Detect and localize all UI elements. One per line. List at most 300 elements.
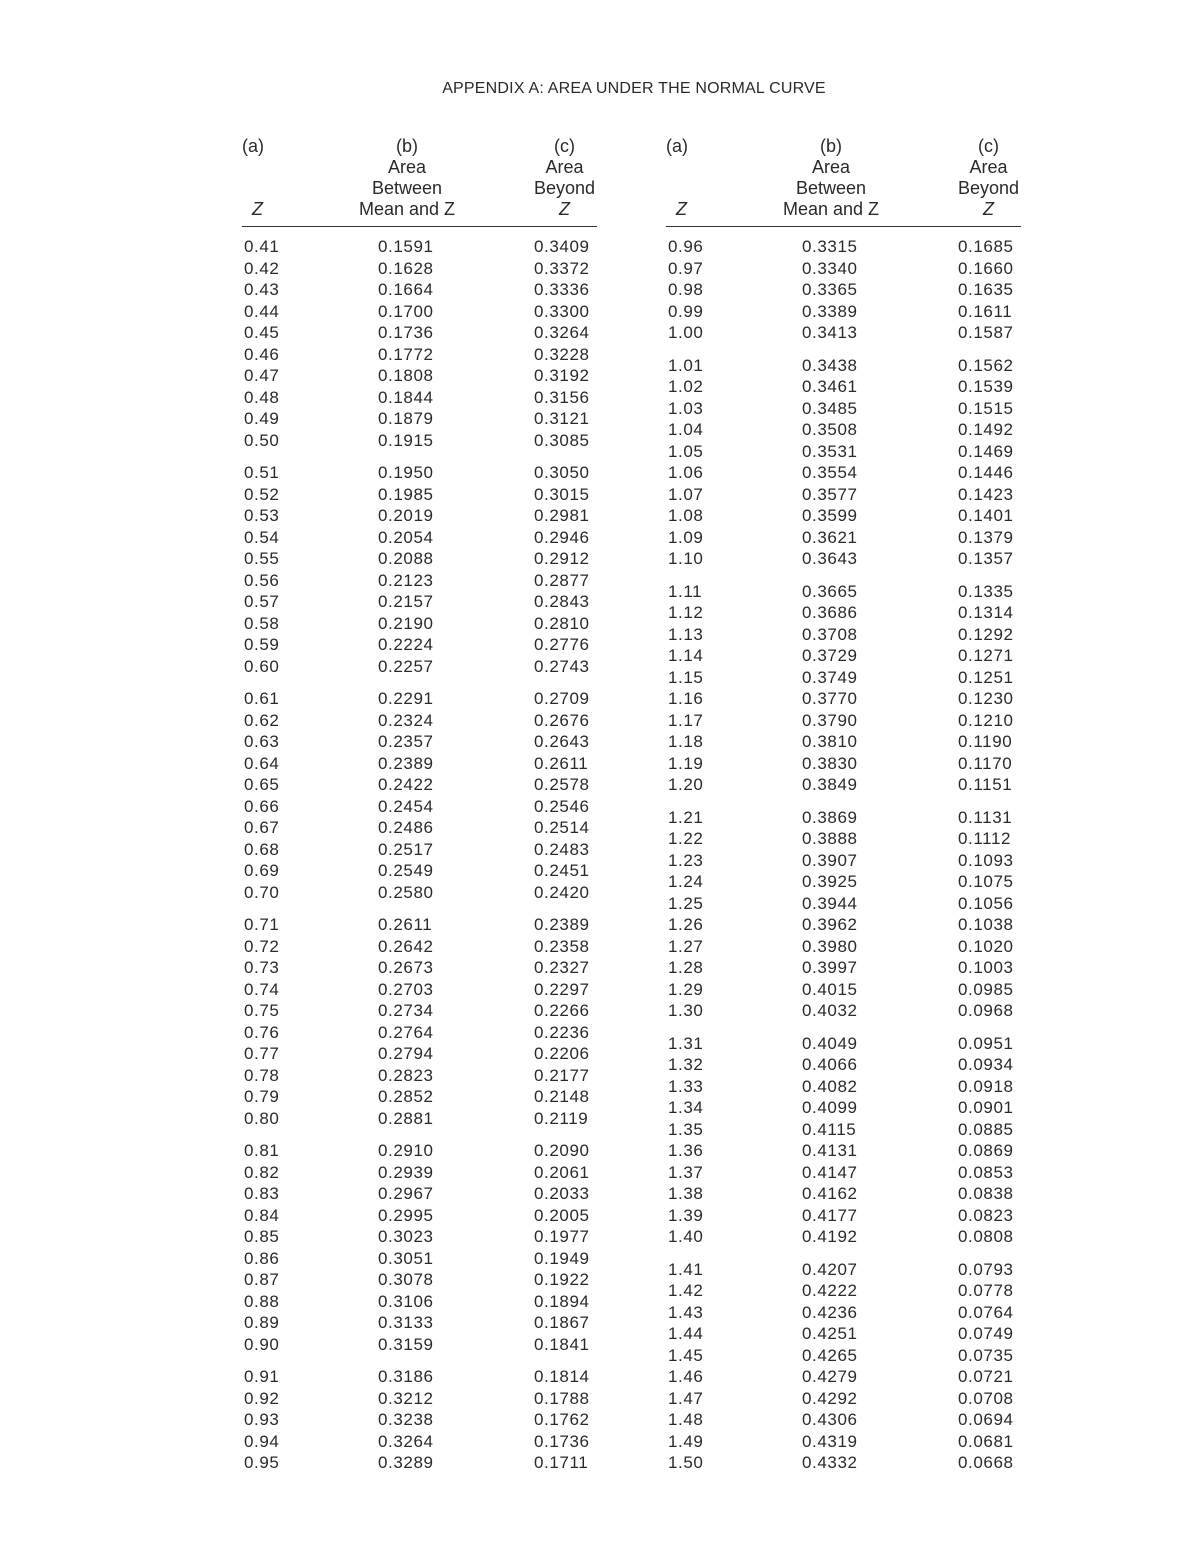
row-group: [242, 237, 597, 452]
area-beyond: 0.2119: [534, 1108, 589, 1128]
table-row: [666, 356, 1021, 378]
row-group: [242, 1367, 597, 1475]
area-between: 0.3485: [802, 398, 858, 418]
z-value: 1.06: [668, 463, 704, 482]
z-value: 0.83: [244, 1184, 280, 1203]
area-beyond: 0.3228: [534, 344, 590, 364]
area-between: 0.4207: [802, 1259, 858, 1279]
area-between: 0.3577: [802, 484, 858, 504]
z-value: 0.74: [244, 979, 280, 999]
table-row: [242, 1163, 597, 1185]
table-row: [666, 1163, 1021, 1185]
z-value: 1.25: [668, 893, 704, 913]
area-between: 0.3186: [378, 1367, 434, 1386]
table-row: [242, 485, 597, 507]
table-row: [242, 915, 597, 937]
table-row: [666, 582, 1021, 604]
row-group: [242, 689, 597, 904]
table-row: [666, 1260, 1021, 1282]
table-row: [242, 1367, 597, 1389]
header-label: (c): [978, 136, 999, 156]
table-row: [242, 840, 597, 862]
area-beyond: 0.1210: [958, 710, 1014, 730]
area-between: 0.1736: [378, 323, 434, 342]
z-value: 1.44: [668, 1324, 704, 1343]
table-row: [666, 399, 1021, 421]
area-between: 0.1772: [378, 344, 434, 364]
z-value: 1.50: [668, 1453, 704, 1472]
table-row: [242, 366, 597, 388]
area-beyond: 0.2546: [534, 796, 590, 816]
z-value: 0.80: [244, 1108, 280, 1128]
area-beyond: 0.2981: [534, 506, 590, 525]
table-row: [242, 732, 597, 754]
table-row: [242, 754, 597, 776]
area-between: 0.2794: [378, 1044, 434, 1063]
table-row: [242, 1335, 597, 1357]
table-row: [242, 431, 597, 453]
header-label: (a): [666, 136, 688, 156]
area-between: 0.1808: [378, 366, 434, 385]
area-beyond: 0.1446: [958, 463, 1014, 482]
z-value: 1.20: [668, 775, 704, 794]
table-row: [666, 1055, 1021, 1077]
table-row: [666, 280, 1021, 302]
area-between: 0.3289: [378, 1453, 434, 1472]
area-between: 0.2357: [378, 732, 434, 751]
z-value: 0.86: [244, 1248, 280, 1268]
area-beyond: 0.1314: [958, 603, 1014, 622]
table-row: [666, 1367, 1021, 1389]
area-beyond: 0.0735: [958, 1345, 1014, 1365]
area-between: 0.3980: [802, 936, 858, 956]
table-row: [666, 732, 1021, 754]
z-value: 0.46: [244, 344, 280, 364]
z-value: 0.64: [244, 753, 280, 773]
z-value: 0.69: [244, 861, 280, 880]
area-between: 0.3078: [378, 1270, 434, 1289]
area-beyond: 0.1949: [534, 1248, 590, 1268]
area-beyond: 0.3050: [534, 463, 590, 482]
table-row: [666, 506, 1021, 528]
table-row: [666, 1227, 1021, 1249]
z-value: 0.85: [244, 1227, 280, 1246]
area-beyond: 0.2912: [534, 549, 590, 568]
area-between: 0.1844: [378, 387, 434, 407]
z-value: 1.02: [668, 377, 704, 396]
header-label: Area: [545, 157, 584, 177]
table-row: [242, 388, 597, 410]
z-value: 1.40: [668, 1227, 704, 1246]
table-row: [666, 442, 1021, 464]
z-value: 0.89: [244, 1313, 280, 1332]
table-row: [242, 861, 597, 883]
z-value: 0.62: [244, 710, 280, 730]
table-body: [666, 227, 1021, 1475]
table-row: [242, 1270, 597, 1292]
z-value: 1.33: [668, 1076, 704, 1096]
table-row: [242, 1109, 597, 1131]
z-value: 0.61: [244, 689, 280, 708]
area-between: 0.1950: [378, 463, 434, 482]
table-row: [666, 958, 1021, 980]
z-value: 0.50: [244, 430, 280, 450]
z-value: 1.07: [668, 484, 704, 504]
area-between: 0.4236: [802, 1302, 858, 1322]
area-beyond: 0.2420: [534, 882, 590, 902]
area-beyond: 0.2810: [534, 613, 590, 633]
area-between: 0.3315: [802, 237, 858, 256]
area-between: 0.2088: [378, 549, 434, 568]
z-value: 0.52: [244, 484, 280, 504]
z-value: 1.32: [668, 1055, 704, 1074]
table-row: [242, 1141, 597, 1163]
z-value: 0.51: [244, 463, 280, 482]
area-beyond: 0.0749: [958, 1324, 1014, 1343]
area-between: 0.3413: [802, 323, 858, 342]
table-row: [666, 1141, 1021, 1163]
area-beyond: 0.1190: [958, 732, 1013, 751]
area-beyond: 0.0778: [958, 1281, 1014, 1300]
table-row: [666, 1389, 1021, 1411]
z-value: 0.92: [244, 1388, 280, 1408]
area-beyond: 0.1020: [958, 936, 1014, 956]
area-between: 0.2852: [378, 1087, 434, 1106]
area-between: 0.2486: [378, 818, 434, 837]
area-between: 0.3106: [378, 1291, 434, 1311]
table-row: [242, 409, 597, 431]
header-label: [242, 178, 282, 199]
area-beyond: 0.2327: [534, 958, 590, 977]
area-beyond: 0.2451: [534, 861, 590, 880]
table-row: [242, 280, 597, 302]
table-row: [242, 237, 597, 259]
z-value: 1.48: [668, 1410, 704, 1429]
z-value: 1.16: [668, 689, 704, 708]
table-row: [666, 485, 1021, 507]
area-between: 0.4099: [802, 1098, 858, 1117]
z-value: 1.00: [668, 323, 704, 342]
header-label: Mean and Z: [782, 199, 880, 219]
page-title: APPENDIX A: AREA UNDER THE NORMAL CURVE: [442, 80, 826, 97]
z-value: 1.43: [668, 1302, 704, 1322]
area-beyond: 0.2236: [534, 1022, 590, 1042]
z-value: 1.08: [668, 506, 704, 525]
area-between: 0.4177: [802, 1205, 858, 1225]
area-beyond: 0.2005: [534, 1205, 590, 1225]
table-row: [242, 1044, 597, 1066]
header-label: Beyond: [533, 178, 596, 198]
z-value: 0.41: [244, 237, 280, 256]
z-value: 0.56: [244, 570, 280, 590]
area-beyond: 0.1379: [958, 527, 1014, 547]
area-beyond: 0.1251: [958, 667, 1014, 687]
table-row: [666, 915, 1021, 937]
table-row: [666, 302, 1021, 324]
table-row: [666, 937, 1021, 959]
table-row: [242, 571, 597, 593]
area-beyond: 0.1736: [534, 1431, 590, 1451]
area-between: 0.2123: [378, 570, 434, 590]
area-between: 0.3708: [802, 624, 858, 644]
table-row: [242, 1087, 597, 1109]
z-value: 0.95: [244, 1453, 280, 1472]
table-row: [242, 506, 597, 528]
header-label: (b): [396, 136, 418, 156]
z-value: 1.42: [668, 1281, 704, 1300]
table-row: [666, 1206, 1021, 1228]
area-beyond: 0.0764: [958, 1302, 1014, 1322]
area-beyond: 0.1038: [958, 915, 1014, 934]
row-group: [666, 808, 1021, 1023]
table-row: [242, 1184, 597, 1206]
area-between: 0.2257: [378, 656, 434, 676]
table-row: [242, 1249, 597, 1271]
header-label: Z: [983, 199, 994, 219]
area-beyond: 0.1762: [534, 1410, 590, 1429]
area-beyond: 0.0985: [958, 979, 1014, 999]
table-row: [666, 420, 1021, 442]
z-value: 1.31: [668, 1033, 704, 1053]
table-row: [242, 1206, 597, 1228]
table-row: [666, 668, 1021, 690]
area-between: 0.3810: [802, 732, 858, 751]
table-row: [666, 237, 1021, 259]
header-label: (b): [820, 136, 842, 156]
area-between: 0.1664: [378, 280, 434, 299]
z-value: 1.46: [668, 1367, 704, 1386]
area-beyond: 0.2611: [534, 753, 589, 773]
table-row: [666, 1077, 1021, 1099]
z-value: 0.84: [244, 1205, 280, 1225]
table-row: [666, 646, 1021, 668]
table-row: [666, 1303, 1021, 1325]
area-beyond: 0.2033: [534, 1184, 590, 1203]
z-value: 1.13: [668, 624, 704, 644]
z-value: 0.72: [244, 936, 280, 956]
area-between: 0.3849: [802, 775, 858, 794]
area-between: 0.2054: [378, 527, 434, 547]
table-row: [242, 1023, 597, 1045]
area-between: 0.3790: [802, 710, 858, 730]
z-value: 1.28: [668, 958, 704, 977]
area-beyond: 0.1894: [534, 1291, 590, 1311]
table-row: [242, 1313, 597, 1335]
area-between: 0.3686: [802, 603, 858, 622]
z-value: 1.24: [668, 872, 704, 891]
area-between: 0.1915: [378, 430, 434, 450]
area-between: 0.2580: [378, 882, 434, 902]
area-between: 0.3554: [802, 463, 858, 482]
header-label: Beyond: [957, 178, 1020, 198]
z-value: 0.87: [244, 1270, 280, 1289]
z-value: 0.45: [244, 323, 280, 342]
area-beyond: 0.0793: [958, 1259, 1014, 1279]
area-between: 0.4222: [802, 1281, 858, 1300]
table-row: [666, 872, 1021, 894]
table-right: [666, 136, 1021, 1486]
area-beyond: 0.2709: [534, 689, 590, 708]
area-beyond: 0.1788: [534, 1388, 590, 1408]
area-between: 0.4162: [802, 1184, 858, 1203]
table-row: [666, 603, 1021, 625]
z-value: 0.73: [244, 958, 280, 977]
area-beyond: 0.0681: [958, 1431, 1014, 1451]
area-between: 0.1985: [378, 484, 434, 504]
table-row: [666, 1410, 1021, 1432]
z-value: 1.10: [668, 549, 704, 568]
table-row: [242, 711, 597, 733]
table-row: [666, 1281, 1021, 1303]
z-value: 0.66: [244, 796, 280, 816]
area-beyond: 0.1357: [958, 549, 1014, 568]
area-between: 0.3888: [802, 829, 858, 848]
z-value: 0.77: [244, 1044, 280, 1063]
row-group: [666, 1034, 1021, 1249]
area-between: 0.3907: [802, 850, 858, 870]
area-beyond: 0.1867: [534, 1313, 590, 1332]
z-value: 1.38: [668, 1184, 704, 1203]
area-beyond: 0.3264: [534, 323, 590, 342]
area-between: 0.3438: [802, 355, 858, 375]
z-value: 0.65: [244, 775, 280, 794]
table-row: [242, 635, 597, 657]
area-between: 0.3749: [802, 667, 858, 687]
table-row: [242, 549, 597, 571]
z-value: 0.75: [244, 1001, 280, 1020]
z-value: 0.57: [244, 592, 280, 611]
z-value: 1.37: [668, 1162, 704, 1182]
area-between: 0.4332: [802, 1453, 858, 1472]
z-value: 0.94: [244, 1431, 280, 1451]
area-between: 0.4115: [802, 1119, 857, 1139]
table-row: [242, 1453, 597, 1475]
area-beyond: 0.2877: [534, 570, 590, 590]
area-between: 0.4192: [802, 1227, 858, 1246]
z-value: 0.63: [244, 732, 280, 751]
z-value: 0.47: [244, 366, 280, 385]
area-between: 0.2611: [378, 915, 433, 934]
area-beyond: 0.1230: [958, 689, 1014, 708]
z-value: 1.49: [668, 1431, 704, 1451]
table-row: [242, 657, 597, 679]
area-beyond: 0.1112: [958, 829, 1012, 848]
z-value: 1.14: [668, 646, 704, 665]
table-row: [666, 775, 1021, 797]
column-b-header: [761, 136, 901, 220]
z-value: 0.60: [244, 656, 280, 676]
z-value: 1.19: [668, 753, 704, 773]
area-beyond: 0.2514: [534, 818, 590, 837]
column-c-header: [497, 136, 632, 220]
area-beyond: 0.3409: [534, 237, 590, 256]
table-row: [242, 937, 597, 959]
area-beyond: 0.1335: [958, 581, 1014, 601]
table-row: [242, 797, 597, 819]
z-value: 1.09: [668, 527, 704, 547]
area-between: 0.3238: [378, 1410, 434, 1429]
area-beyond: 0.1922: [534, 1270, 590, 1289]
column-b-header: [337, 136, 477, 220]
area-between: 0.3531: [802, 441, 858, 461]
area-between: 0.2422: [378, 775, 434, 794]
area-beyond: 0.1003: [958, 958, 1014, 977]
area-beyond: 0.1539: [958, 377, 1014, 396]
area-beyond: 0.1587: [958, 323, 1014, 342]
table-header: [666, 136, 1021, 227]
z-value: 1.29: [668, 979, 704, 999]
area-between: 0.3461: [802, 377, 858, 396]
table-row: [666, 829, 1021, 851]
z-value: 0.97: [668, 258, 704, 278]
area-between: 0.4279: [802, 1367, 858, 1386]
table-row: [666, 1034, 1021, 1056]
area-beyond: 0.3336: [534, 280, 590, 299]
table-row: [666, 1324, 1021, 1346]
area-between: 0.4251: [802, 1324, 858, 1343]
area-beyond: 0.3192: [534, 366, 590, 385]
area-between: 0.4265: [802, 1345, 858, 1365]
area-between: 0.3159: [378, 1334, 434, 1354]
z-value: 1.01: [668, 355, 704, 375]
z-value: 0.79: [244, 1087, 280, 1106]
z-value: 0.58: [244, 613, 280, 633]
area-beyond: 0.0808: [958, 1227, 1014, 1246]
z-value: 0.90: [244, 1334, 280, 1354]
area-beyond: 0.1660: [958, 258, 1014, 278]
area-beyond: 0.0869: [958, 1141, 1014, 1160]
area-between: 0.3925: [802, 872, 858, 891]
z-value: 0.55: [244, 549, 280, 568]
area-between: 0.2881: [378, 1108, 434, 1128]
area-between: 0.1879: [378, 409, 434, 428]
area-between: 0.2967: [378, 1184, 434, 1203]
area-between: 0.4015: [802, 979, 858, 999]
row-group: [242, 915, 597, 1130]
z-value: 1.26: [668, 915, 704, 934]
area-between: 0.4131: [802, 1141, 858, 1160]
row-group: [242, 463, 597, 678]
table-row: [666, 808, 1021, 830]
area-beyond: 0.1841: [534, 1334, 590, 1354]
area-between: 0.2995: [378, 1205, 434, 1225]
table-row: [666, 1098, 1021, 1120]
z-value: 0.53: [244, 506, 280, 525]
table-row: [242, 614, 597, 636]
z-value: 1.27: [668, 936, 704, 956]
area-beyond: 0.1711: [534, 1453, 589, 1472]
table-row: [242, 1432, 597, 1454]
area-beyond: 0.0885: [958, 1119, 1014, 1139]
area-beyond: 0.1423: [958, 484, 1014, 504]
area-between: 0.2517: [378, 839, 434, 859]
area-between: 0.3643: [802, 549, 858, 568]
area-beyond: 0.3015: [534, 484, 590, 504]
table-row: [242, 302, 597, 324]
area-between: 0.2673: [378, 958, 434, 977]
table-row: [666, 377, 1021, 399]
z-value: 0.48: [244, 387, 280, 407]
z-value: 1.04: [668, 420, 704, 439]
area-between: 0.4319: [802, 1431, 858, 1451]
area-between: 0.4082: [802, 1076, 858, 1096]
z-value: 0.98: [668, 280, 704, 299]
area-beyond: 0.0968: [958, 1001, 1014, 1020]
table-row: [242, 259, 597, 281]
area-between: 0.3599: [802, 506, 858, 525]
area-beyond: 0.2358: [534, 936, 590, 956]
row-group: [242, 1141, 597, 1356]
